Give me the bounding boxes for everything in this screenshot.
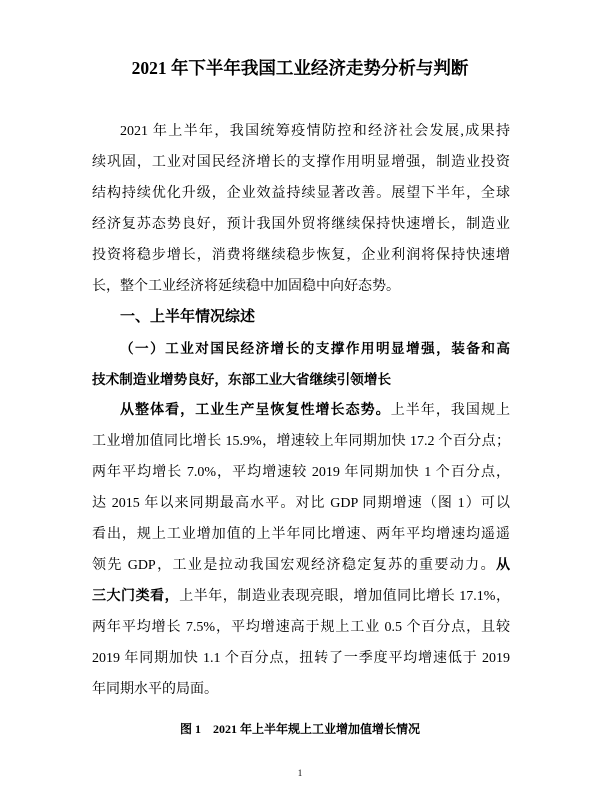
intro-paragraph-line: 结构持续优化升级，企业效益持续显著改善。展望下半年，全球	[92, 185, 510, 201]
intro-paragraph-line: 经济复苏态势良好，预计我国外贸将继续保持快速增长，制造业	[92, 216, 510, 232]
body-text: 工业增加值同比增长 15.9%，增速较上年同期加快 17.2 个百分点；	[92, 433, 510, 449]
body-paragraph-line	[92, 612, 510, 643]
intro-paragraph-line: 2021 年上半年，我国统筹疫情防控和经济社会发展,成果持	[120, 123, 510, 139]
subsection-heading-line: （一）工业对国民经济增长的支撑作用明显增强，装备和高	[120, 340, 510, 356]
intro-paragraph-line: 投资将稳步增长，消费将继续稳步恢复，企业利润将保持快速增	[92, 247, 510, 263]
body-paragraph-line	[92, 426, 510, 457]
body-paragraph-line	[92, 674, 510, 705]
body-text: 上半年，制造业表现亮眼，增加值同比增长 17.1%，	[179, 588, 510, 604]
body-text: 领先 GDP，工业是拉动我国宏观经济稳定复苏的重要动力。	[92, 557, 496, 573]
intro-paragraph-line: 续巩固，工业对国民经济增长的支撑作用明显增强，制造业投资	[92, 154, 510, 170]
document-title: 2021 年下半年我国工业经济走势分析与判断	[131, 58, 469, 78]
body-text: 两年平均增长 7.0%，平均增速较 2019 年同期加快 1 个百分点，	[92, 464, 510, 480]
subsection-heading-line: 技术制造业增势良好，东部工业大省继续引领增长	[92, 371, 392, 387]
body-text: 看出，规上工业增加值的上半年同比增速、两年平均增速均遥遥	[92, 526, 510, 542]
body-text: 2019 年同期加快 1.1 个百分点，扭转了一季度平均增速低于 2019	[92, 650, 510, 666]
body-paragraph-line	[92, 519, 510, 550]
document-body	[92, 116, 510, 705]
body-text: 上半年，我国规上	[390, 402, 510, 418]
emphasis-text: 从	[496, 557, 510, 573]
figure-caption: 图 1 2021 年上半年规上工业增加值增长情况	[179, 722, 420, 736]
body-paragraph-line	[92, 550, 510, 581]
emphasis-text: 从整体看，工业生产呈恢复性增长态势。	[120, 402, 391, 418]
body-text: 两年平均增长 7.5%，平均增速高于规上工业 0.5 个百分点，且较	[92, 619, 510, 635]
emphasis-text: 三大门类看，	[92, 588, 180, 604]
body-paragraph-line	[92, 488, 510, 519]
body-paragraph-line	[92, 395, 510, 426]
body-paragraph-line	[92, 581, 510, 612]
body-text: 达 2015 年以来同期最高水平。对比 GDP 同期增速（图 1）可以	[92, 495, 510, 511]
body-text: 年同期水平的局面。	[92, 681, 218, 697]
body-paragraph-line	[92, 643, 510, 674]
intro-paragraph-line: 长，整个工业经济将延续稳中加固稳中向好态势。	[92, 278, 400, 294]
section-heading: 一、上半年情况综述	[120, 308, 256, 325]
body-paragraph-line	[92, 457, 510, 488]
page-number: 1	[297, 768, 303, 778]
